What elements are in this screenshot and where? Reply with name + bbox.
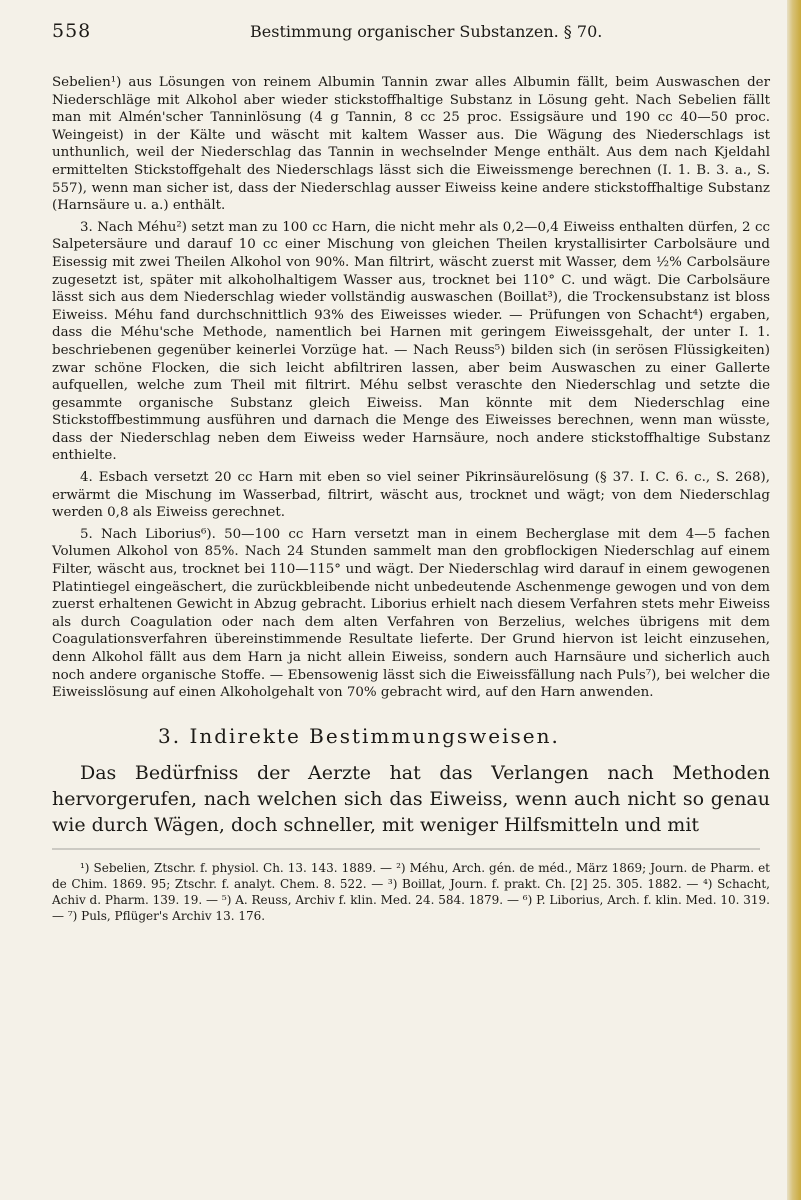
body-text [52,74,770,702]
footnote-text: ¹) Sebelien, Ztschr. f. physiol. Ch. 13. 143. 1889. — ²) Méhu, Arch. gén. de méd., März 1869; Journ. de Pharm. et de Chim. 1869. 95; Ztschr. f. analyt. Chem. 8. 522. — ³) Boillat, Journ. f. prakt. Ch. [2] 25. 305. 1882. — ⁴) Schacht, Achiv d. Pharm. 139. 19. — ⁵) A. Reuss, Archiv f. klin. Med. 24. 584. 1879. — ⁶) P. Liborius, Arch. f. klin. Med. 10. 319. — ⁷) Puls, Pflüger's Archiv 13. 176. [52,860,770,923]
page-number: 558 [52,20,92,42]
paragraph-mehu: 3. Nach Méhu²) setzt man zu 100 cc Harn, die nicht mehr als 0,2—0,4 Eiweiss enthalten dürfen, 2 cc Salpetersäure und darauf 10 cc einer Mischung von gleichen Theilen krystallisirter Carbolsäure und Eisessig mit zwei Theilen Alkohol von 90%. Man filtrirt, wäscht zuerst mit Wasser, dem ½% Carbolsäure zugesetzt ist, später mit alkoholhaltigem Wasser aus, trocknet bei 110° C. und wägt. Die Carbolsäure lässt sich aus dem Niederschlag wieder vollständig auswaschen (Boillat³), die Trockensubstanz ist bloss Eiweiss. Méhu fand durchschnittlich 93% des Eiweisses wieder. — Prüfungen von Schacht⁴) ergaben, dass die Méhu'sche Methode, namentlich bei Harnen mit geringem Eiweissgehalt, der unter I. 1. beschriebenen gegenüber keinerlei Vorzüge hat. — Nach Reuss⁵) bilden sich (in serösen Flüssigkeiten) zwar schöne Flocken, die sich leicht abfiltriren lassen, aber beim Auswaschen zu einer Gallerte aufquellen, welche zum Theil mit filtrirt. Méhu selbst veraschte den Niederschlag und setzte die gesammte organische Substanz gleich Eiweiss. Man könnte mit dem Niederschlag eine Stickstoffbestimmung ausführen und darnach die Menge des Eiweisses berechnen, wenn man wüsste, dass der Niederschlag neben dem Eiweiss weder Harnsäure, noch andere stickstoffhaltige Substanz enthielte. [52,219,770,464]
lead-paragraph: Das Bedürfniss der Aerzte hat das Verlangen nach Methoden hervorgerufen, nach welchen sich das Eiweiss, wenn auch nicht so genau wie durch Wägen, doch schneller, mit weniger Hilfsmitteln und mit [52,761,770,836]
book-page [52,20,770,924]
running-title: Bestimmung organischer Substanzen. § 70. [250,22,603,41]
page-header [52,20,770,52]
paragraph-sebelien: Sebelien¹) aus Lösungen von reinem Albumin Tannin zwar alles Albumin fällt, beim Auswaschen der Niederschläge mit Alkohol aber wieder stickstoffhaltige Substanz in Lösung geht. Nach Sebelien fällt man mit Almén'scher Tanninlösung (4 g Tannin, 8 cc 25 proc. Essigsäure und 190 cc 40—50 proc. Weingeist) in der Kälte und wäscht mit kaltem Wasser aus. Die Wägung des Niederschlags ist unthunlich, weil der Niederschlag das Tannin in wechselnder Menge enthält. Aus dem nach Kjeldahl ermittelten Stickstoffgehalt des Niederschlags lässt sich die Eiweissmenge berechnen (I. 1. B. 3. a., S. 557), wenn man sicher ist, dass der Niederschlag ausser Eiweiss keine andere stickstoffhaltige Substanz (Harnsäure u. a.) enthält. [52,75,770,214]
paragraph-liborius: 5. Nach Liborius⁶). 50—100 cc Harn versetzt man in einem Becherglase mit dem 4—5 fachen Volumen Alkohol von 85%. Nach 24 Stunden sammelt man den grobflockigen Niederschlag auf einem Filter, wäscht aus, trocknet bei 110—115° und wägt. Der Niederschlag wird darauf in einem gewogenen Platintiegel eingeäschert, die zurückbleibende nicht unbedeutende Aschenmenge gewogen und von dem zuerst erhaltenen Gewicht in Abzug gebracht. Liborius erhielt nach diesem Verfahren stets mehr Eiweiss als durch Coagulation oder nach dem alten Verfahren von Berzelius, welches übrigens mit dem Coagulationsverfahren übereinstimmende Resultate lieferte. Der Grund hiervon ist leicht einzusehen, denn Alkohol fällt aus dem Harn ja nicht allein Eiweiss, sondern auch Harnsäure und sicherlich auch noch andere organische Stoffe. — Ebensowenig lässt sich die Eiweissfällung nach Puls⁷), bei welcher die Eiweisslösung auf einen Alkoholgehalt von 70% gebracht wird, auf den Harn anwenden. [52,526,770,701]
footnotes [52,860,770,924]
footnote-rule [52,848,760,850]
paragraph-esbach: 4. Esbach versetzt 20 cc Harn mit eben so viel seiner Pikrinsäurelösung (§ 37. I. C. 6. c., S. 268), erwärmt die Mischung im Wasserbad, filtrirt, wäscht aus, trocknet und wägt; von dem Niederschlag werden 0,8 als Eiweiss gerechnet. [52,470,770,521]
page-edge [787,0,801,1200]
section-heading: 3. Indirekte Bestimmungsweisen. [158,723,560,748]
